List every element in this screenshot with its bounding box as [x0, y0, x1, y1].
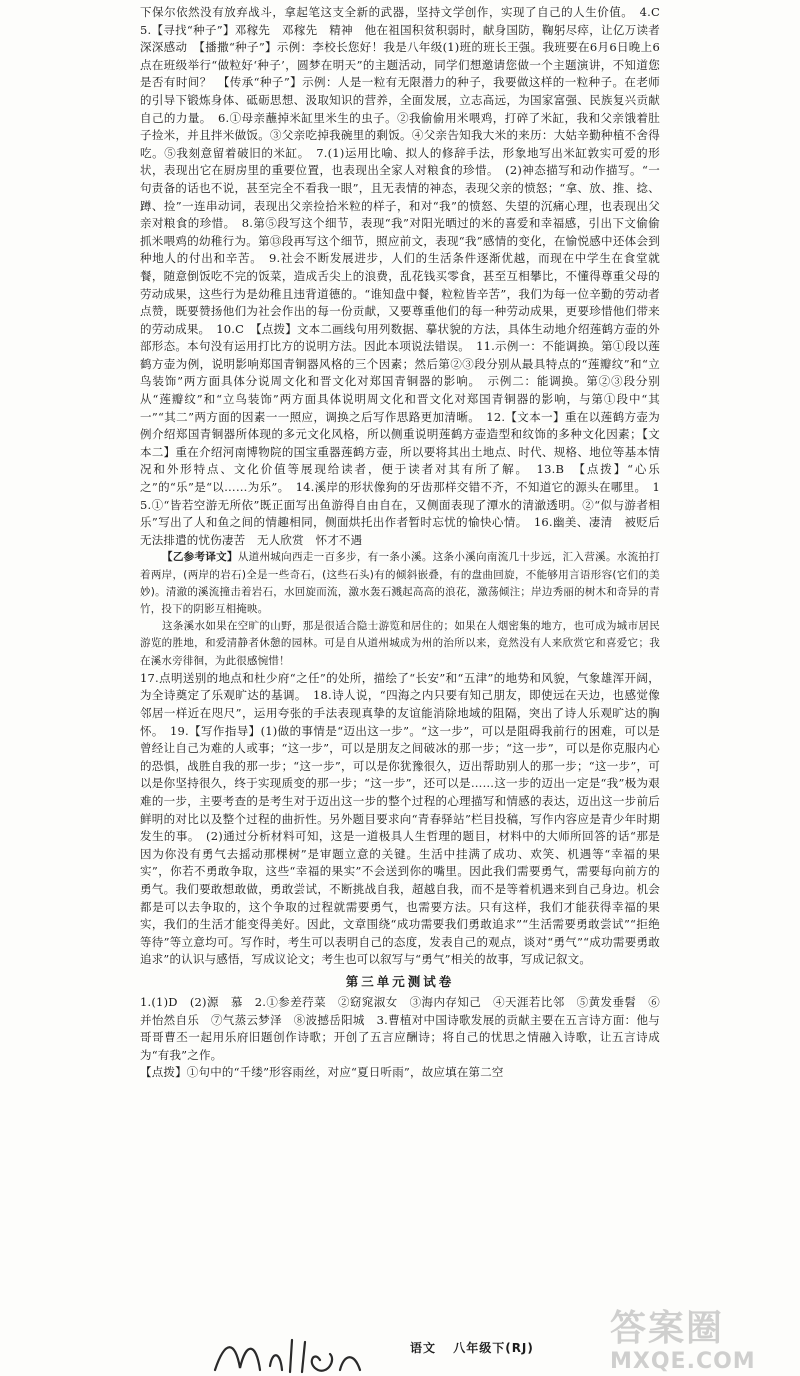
translation-paragraph-2: 这条溪水如果在空旷的山野，那是很适合隐士游览和居住的；如果在人烟密集的地方，也可成为城市居民游览的胜地，和爱清静者休憩的园林。可是自从道州城成为州的治所以来，竟然没有人来欣赏它和喜爱它；我在溪水旁徘徊，为此很感惋惜！: [140, 620, 660, 667]
answer-paragraph-2: 17.点明送别的地点和杜少府“之任”的处所，描绘了“长安”和“五津”的地势和风貌，气象雄浑开阔，为全诗奠定了乐观旷达的基调。 18.诗人说，“四海之内只要有知己朋友，即使远在天边，也感觉像邻居一样近在咫尺”，运用夸张的手法表现真挚的友谊能消除地域的阻隔，突出了诗人乐观旷达的胸怀。 19.【写作指导】(1)做的事情是“迈出这一步”。“这一步”，可以是阻碍我前行的困难，可以是曾经让自己为难的人或事；“这一步”，可以是朋友之间破冰的那一步；“这一步”，可以是你克服内心的恐惧，战胜自我的那一步；“这一步”，可以是你犹豫很久，迈出帮助别人的那一步；“这一步”，可以是你坚持很久，终于实现质变的那一步；“这一步”，还可以是……这一步的迈出一定是“我”极为艰难的一步，主要考查的是考生对于迈出这一步的整个过程的心理描写和情感的表达，迈出这一步前后鲜明的对比以及整个过程的曲折性。另外题目要求向“青春驿站”栏目投稿，写作内容应是青少年时期发生的事。 (2)通过分析材料可知，这是一道极具人生哲理的题目，材料中的大师所回答的话“那是因为你没有勇气去摇动那棵树”是审题立意的关键。生活中挂满了成功、欢笑、机遇等“幸福的果实”，你若不勇敢争取，这些“幸福的果实”不会送到你的嘴里。因此我们需要勇气，需要每向前方的勇气。我们要敢想敢做，勇敢尝试，不断挑战自我，超越自我，而不是等着机遇来到自己身边。机会都是可以去争取的，这个争取的过程就需要勇气，也需要方法。只有这样，我们才能获得幸福的果实，我们的生活才能变得美好。因此，文章围绕“成功需要我们勇敢追求”“生活需要勇敢尝试”“拒绝等待”等立意均可。写作时，考生可以表明自己的态度，发表自己的观点，谈对“勇气”“成功需要勇敢追求”的认识与感悟，写成议论文；考生也可以叙写与“勇气”相关的故事，写成记叙文。: [140, 670, 660, 967]
footer-grade: 八年级下(RJ): [453, 1341, 534, 1355]
page-footer: [410, 1339, 546, 1356]
handwritten-scribble: [210, 1330, 370, 1376]
footer-subject: 语文: [410, 1341, 437, 1355]
watermark-site: MXQE.COM: [610, 1349, 756, 1374]
translation-paragraph-1: [140, 549, 660, 618]
answer-paragraph-3: 1.(1)D (2)源 慕 2.①参差荇菜 ②窈窕淑女 ③海内存知己 ④天涯若比邻 ⑤黄发垂髫 ⑥并怡然自乐 ⑦气蒸云梦泽 ⑧波撼岳阳城 3.曹植对中国诗歌发展的贡献主要在五言诗方面：他与哥哥曹丕一起用乐府旧题创作诗歌；开创了五言应酬诗；将自己的忧思之情融入诗歌，让五言诗成为“有我”之作。: [140, 994, 660, 1062]
answer-paragraph-1: 下保尔依然没有放弃战斗，拿起笔这支全新的武器，坚持文学创作，实现了自己的人生价值。 4.C 5.【寻找“种子”】邓稼先 邓稼先 精神 他在祖国积贫积弱时，献身国防，鞠躬尽瘁，让亿万读者深深感动 【播撒“种子”】示例：李校长您好！我是八年级(1)班的班长王强。我班要在6月6日晚上6点在班级举行“做粒好‘种子’，圆梦在明天”的主题活动，同学们想邀请您做一个主题演讲，不知道您是否有时间？ 【传承“种子”】示例：人是一粒有无限潜力的种子，我要做这样的一粒种子。在老师的引导下锻炼身体、砥砺思想、汲取知识的营养，全面发展，立志高远，为国家富强、民族复兴贡献自己的力量。 6.①母亲蘸掉米缸里米生的虫子。②我偷偷用米喂鸡，打碎了米缸，我和父亲饿着肚子捡米，并且拌米做饭。③父亲吃掉我碗里的剩饭。④父亲告知我大米的来历：大姑辛勤种植不舍得吃。⑤我刻意留着破旧的米缸。 7.(1)运用比喻、拟人的修辞手法，形象地写出米缸敦实可爱的形状，表现出它在厨房里的重要位置，也表现出全家人对粮食的珍惜。 (2)神态描写和动作描写。“一句责备的话也不说，甚至完全不看我一眼”，且无表情的神态，表现父亲的愤怒；“拿、放、推、捻、蹲、捡”一连串动词，表现出父亲捡拾米粒的样子，和对“我”的愤怒、失望的沉痛心理，也表现出父亲对粮食的珍惜。 8.第⑤段写这个细节，表现“我”对阳光晒过的米的喜爱和幸福感，引出下文偷偷抓米喂鸡的幼稚行为。第⑬段再写这个细节，照应前文，表现“我”感情的变化，在愉悦感中还体会到种地人的付出和辛苦。 9.社会不断发展进步，人们的生活条件逐渐优越，而现在中学生在食堂就餐，随意倒饭吃不完的饭菜，造成舌尖上的浪费，乱花钱买零食，甚至互相攀比，不懂得尊重父母的劳动成果，这些行为是幼稚且违背道德的。“谁知盘中餐，粒粒皆辛苦”，我们为每一位辛勤的劳动者点赞，既要赞扬他们为社会作出的每一份贡献，又要尊重他们的每一种劳动成果，更要珍惜他们带来的劳动成果。 10.C 【点拨】文本二画线句用列数据、摹状貌的方法，具体生动地介绍莲鹤方壶的外部形态。本句没有运用打比方的说明方法。因此本项说法错误。 11.示例一：不能调换。第①段以莲鹤方壶为例，说明影响郑国青铜器风格的三个因素；然后第②③段分别从最具特点的“莲瓣纹”和“立鸟装饰”两方面具体分说周文化和晋文化对郑国青铜器的影响。 示例二：能调换。第②③段分别从“莲瓣纹”和“立鸟装饰”两方面具体说明周文化和晋文化对郑国青铜器的影响，与第①段中“其一”“其二”两方面的因素一一照应，调换之后写作思路更加清晰。 12.【文本一】重在以莲鹤方壶为例介绍郑国青铜器所体现的多元文化风格，所以侧重说明莲鹤方壶造型和纹饰的多种文化因素；【文本二】重在介绍河南博物院的国宝重器莲鹤方壶，所以要将其出土地点、时代、规格、地位等基本情况和外形特点、文化价值等展现给读者，便于读者对其有所了解。 13.B 【点拨】“心乐之”的“乐”是“以……为乐”。 14.溪岸的形状像狗的牙齿那样交错不齐，不知道它的源头在哪里。 15.①“皆若空游无所依”既正面写出鱼游得自由自在，又侧面表现了潭水的清澈透明。②“似与游者相乐”写出了人和鱼之间的情趣相同，侧面烘托出作者暂时忘忧的愉快心情。 16.幽美、凄清 被贬后无法排遣的忧伤凄苦 无人欣赏 怀才不遇: [140, 5, 672, 547]
translation-text-1: 从道州城向西走一百多步，有一条小溪。这条小溪向南流几十步远，汇入营溪。水流拍打着两岸，(两岸的岩石)全是一些奇石，(这些石头)有的倾斜嵌叠，有的盘曲回旋，不能够用言语形容(它们的美妙)。清澈的溪流撞击着岩石，水回旋而流，激水轰石溅起高高的浪花，激荡倾注；岸边秀丽的树木和奇异的青竹，投下的阴影互相掩映。: [140, 551, 660, 616]
watermark-logo: [610, 1300, 756, 1374]
section-title: 第三单元测试卷: [345, 973, 455, 989]
watermark-brand: 答案圈: [610, 1308, 725, 1349]
translation-heading: 【乙参考译文】: [162, 551, 238, 564]
answer-page: [140, 4, 672, 1082]
answer-paragraph-4: 【点拨】①句中的“千缕”形容雨丝，对应“夏日听雨”，故应填在第二空: [140, 1065, 504, 1080]
